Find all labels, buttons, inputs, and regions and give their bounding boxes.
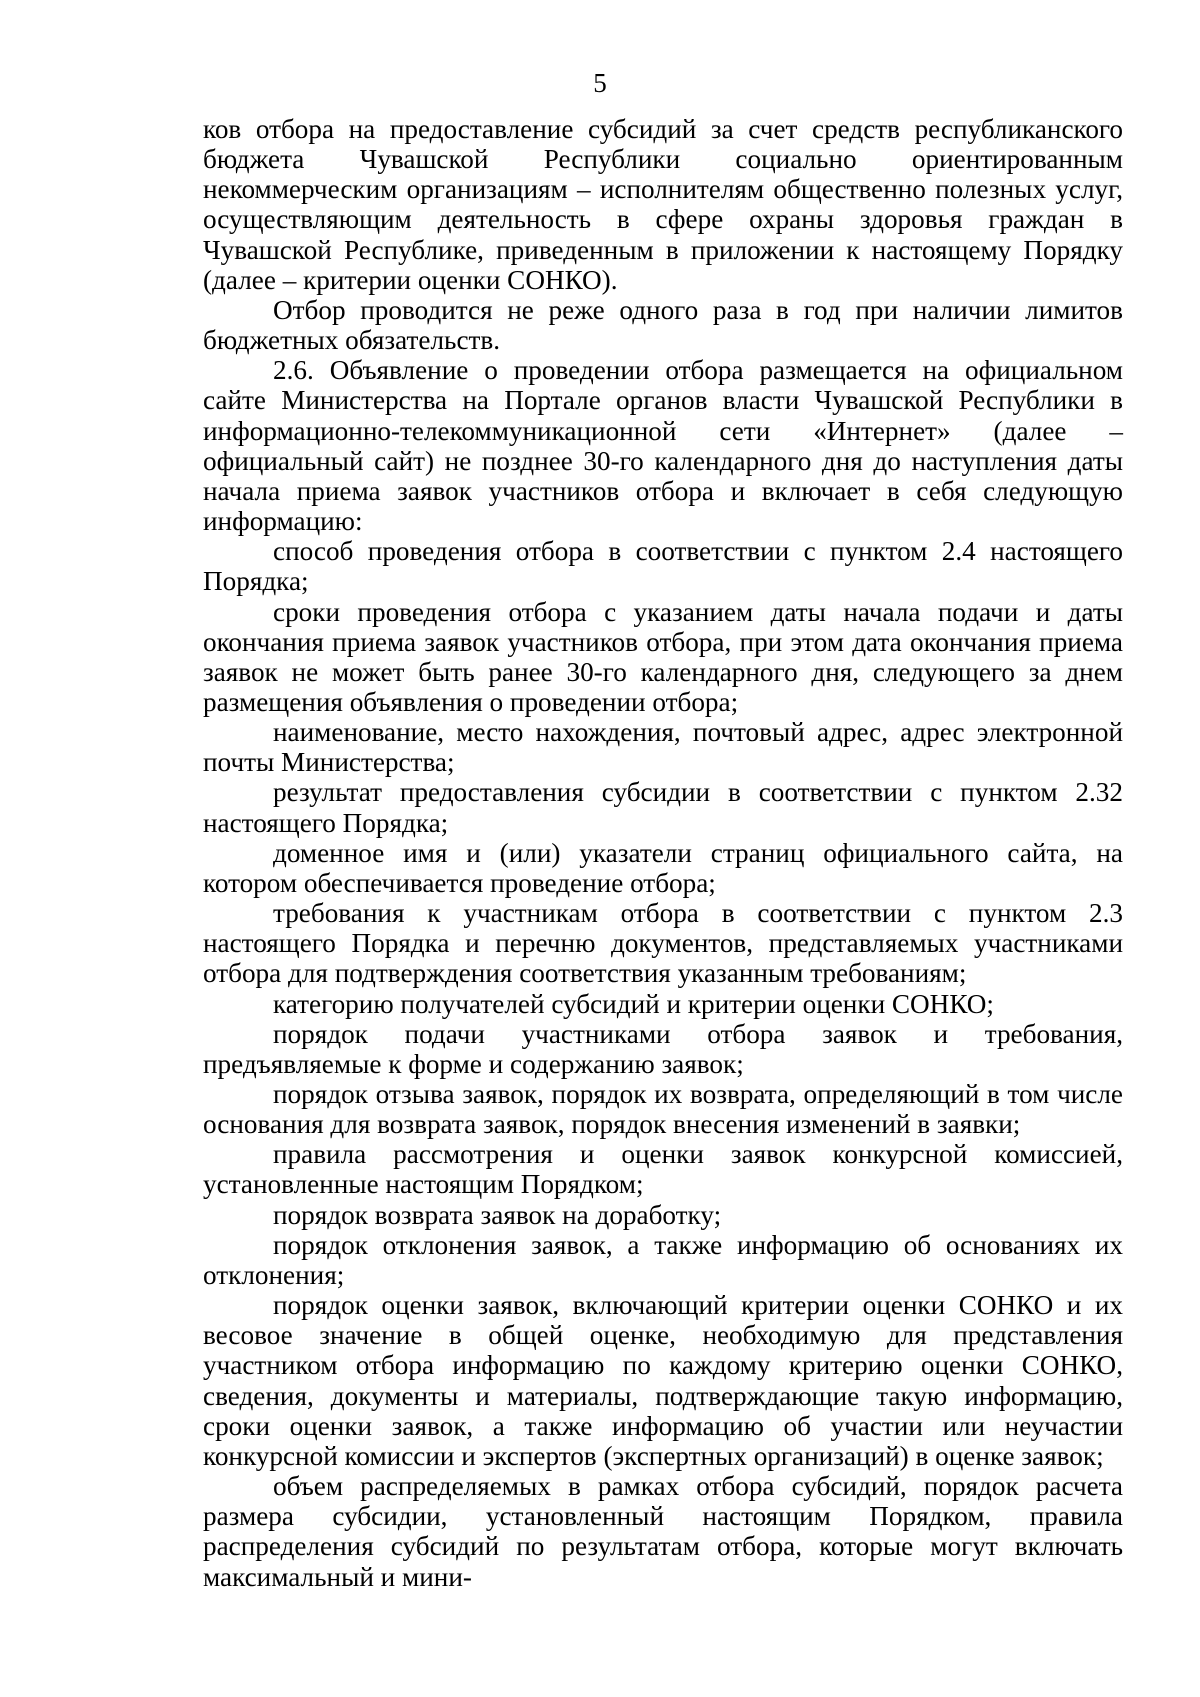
paragraph-1: Отбор проводится не реже одного раза в год при наличии лимитов бюджетных обязательств.	[203, 294, 1123, 356]
paragraph-12: правила рассмотрения и оценки заявок конкурсной комиссией, установленные настоящим Порядком;	[203, 1139, 1123, 1200]
paragraph-5: наименование, место нахождения, почтовый адрес, адрес электронной почты Министерства;	[203, 717, 1123, 778]
paragraph-7: доменное имя и (или) указатели страниц официального сайта, на котором обеспечивается проведение отбора;	[203, 837, 1123, 898]
paragraph-4: сроки проведения отбора с указанием даты начала подачи и даты окончания приема заявок участников отбора, при этом дата окончания приема заявок не может быть ранее 30-го календарного дня, следующего за днем размещения объявления о проведении отбора;	[203, 596, 1123, 717]
document-body	[203, 114, 1123, 1592]
paragraph-9: категорию получателей субсидий и критерии оценки СОНКО;	[273, 988, 994, 1019]
paragraph-16: объем распределяемых в рамках отбора субсидий, порядок расчета размера субсидии, установленный настоящим Порядком, правила распределения субсидий по результатам отбора, которые могут включать максимальный и мини-	[203, 1471, 1123, 1592]
paragraph-3: способ проведения отбора в соответствии с пунктом 2.4 настоящего Порядка;	[203, 536, 1123, 597]
paragraph-6: результат предоставления субсидии в соответствии с пунктом 2.32 настоящего Порядка;	[203, 777, 1123, 838]
page-number: 5	[593, 68, 607, 98]
paragraph-0: ков отбора на предоставление субсидий за счет средств республиканского бюджета Чувашской Республики социально ориентированным некоммерческим организациям – исполнителям общественно полезных услуг, осуществляющим деятельность в сфере охраны здоровья граждан в Чувашской Республике, приведенным в приложении к настоящему Порядку (далее – критерии оценки СОНКО).	[203, 114, 1123, 295]
paragraph-14: порядок отклонения заявок, а также информацию об основаниях их отклонения;	[203, 1229, 1123, 1290]
paragraph-11: порядок отзыва заявок, порядок их возврата, определяющий в том числе основания для возврата заявок, порядок внесения изменений в заявки;	[203, 1079, 1123, 1140]
paragraph-15: порядок оценки заявок, включающий критерии оценки СОНКО и их весовое значение в общей оценке, необходимую для представления участником отбора информацию по каждому критерию оценки СОНКО, сведения, документы и материалы, подтверждающие такую информацию, сроки оценки заявок, а также информацию об участии или неучастии конкурсной комиссии и экспертов (экспертных организаций) в оценке заявок;	[203, 1290, 1123, 1471]
paragraph-2: 2.6. Объявление о проведении отбора размещается на официальном сайте Министерства на Портале органов власти Чувашской Республики в информационно-телекоммуникационной сети «Интернет» (далее – официальный сайт) не позднее 30-го календарного дня до наступления даты начала приема заявок участников отбора и включает в себя следующую информацию:	[203, 355, 1123, 537]
paragraph-10: порядок подачи участниками отбора заявок и требования, предъявляемые к форме и содержанию заявок;	[203, 1018, 1123, 1079]
paragraph-13: порядок возврата заявок на доработку;	[273, 1199, 722, 1230]
paragraph-8: требования к участникам отбора в соответствии с пунктом 2.3 настоящего Порядка и перечню документов, представляемых участниками отбора для подтверждения соответствия указанным требованиям;	[203, 898, 1123, 989]
